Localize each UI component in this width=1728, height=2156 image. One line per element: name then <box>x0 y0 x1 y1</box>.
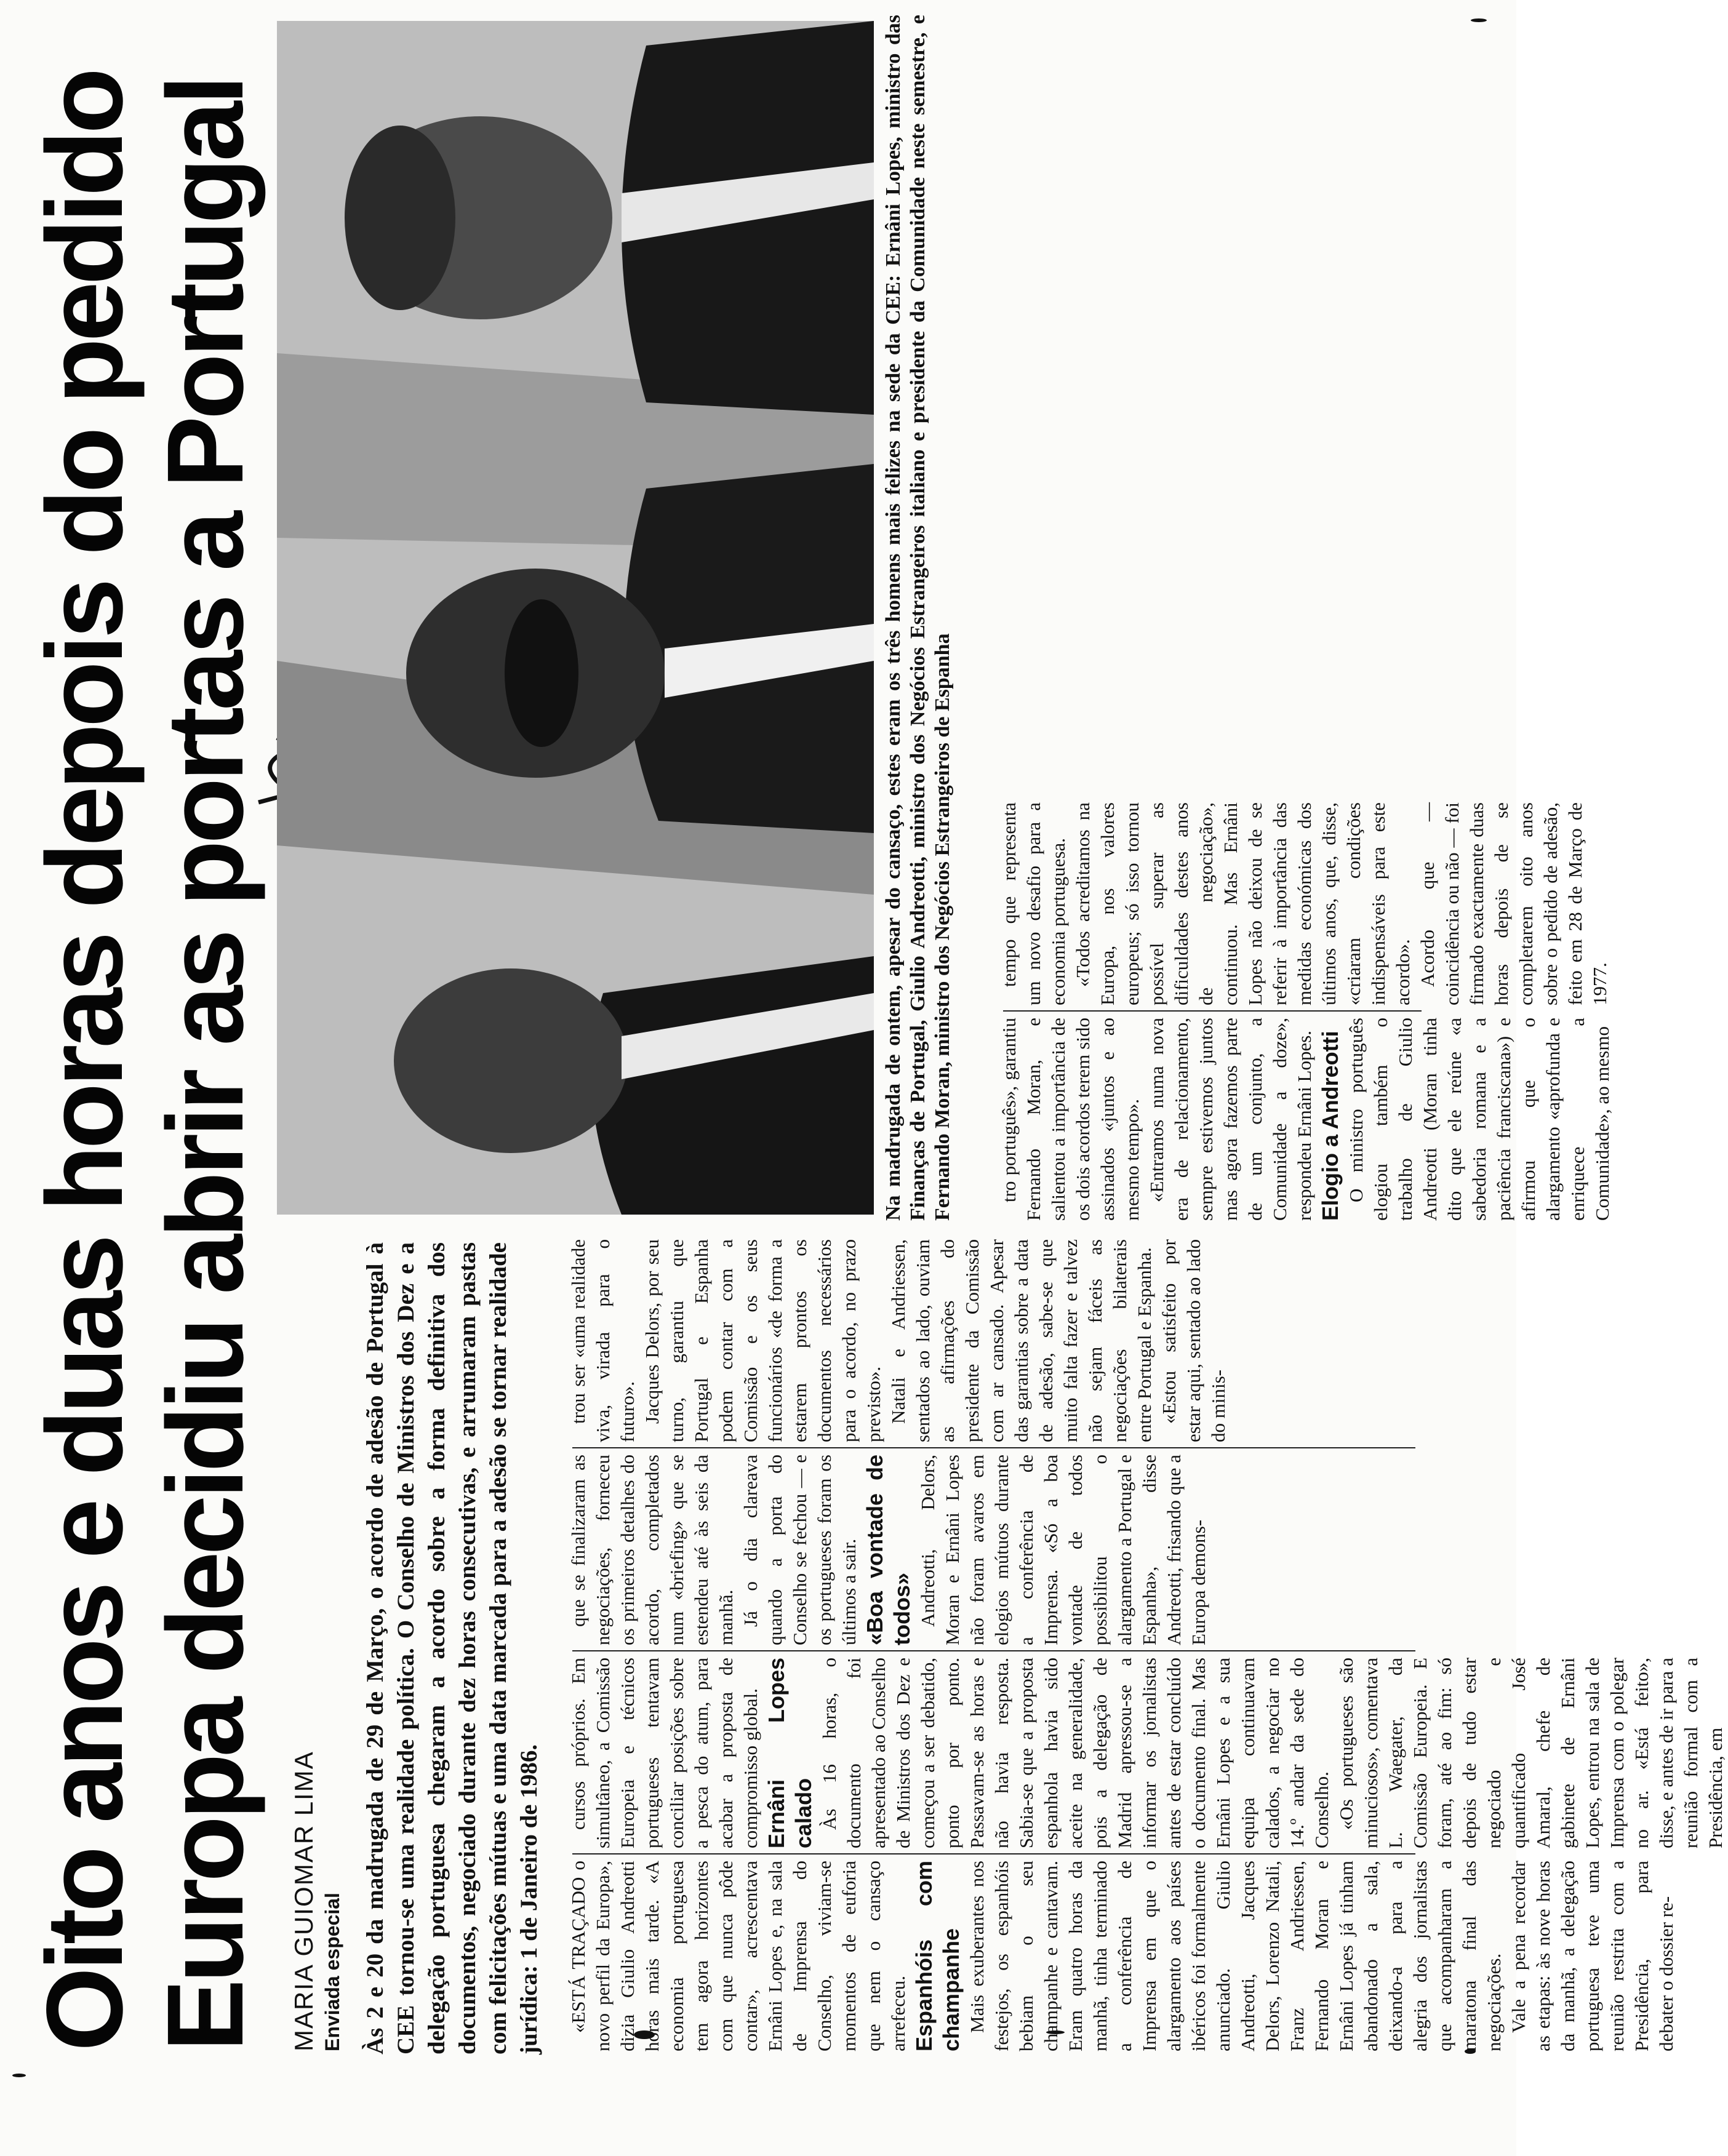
photo-illustration <box>277 21 874 1215</box>
subheading: Espanhóis com champanhe <box>911 1861 964 2051</box>
subheading: Elogio a Andreotti <box>1318 1031 1343 1221</box>
paragraph: que se finalizaram as negociações, forneceu os primeiros detalhes do acordo, completados num «briefing» que se estendeu até às seis da manhã. <box>567 1455 737 1645</box>
paragraph: Vale a pena recordar as etapas: às nove horas da manhã, a delegação portuguesa teve uma reunião restrita com a Presidência, para debater o dossier re- <box>1508 1861 1677 2051</box>
paragraph: Jacques Delors, por seu turno, garantiu que Portugal e Espanha podem contar com a Comissão e os seus funcionários «de forma a estarem prontos os documentos necessários para o acordo, no prazo previsto». <box>641 1239 884 1442</box>
article-column-1 <box>566 1861 1677 2051</box>
paragraph: «ESTÁ TRAÇADO o novo perfil da Europa», dizia Giulio Andreotti horas mais tarde. «A economia portuguesa tem agora horizontes com que nunca pôde contar», acrescentava Ernâni Lopes e, na sala de Imprensa do Conselho, viviam-se momentos de euforia que nem o cansaço arrefeceu. <box>567 1861 909 2051</box>
subheading: «Boa vontade de todos» <box>862 1455 914 1645</box>
paragraph: «Os portugueses são minuciosos», comentava L. Waegater, da Comissão Europeia. E foram, até ao fim: só depois de tudo estar negociado e quantificado José Amaral, chefe de gabinete de Ernâni Lopes, entrou na sala de Imprensa com o polegar no ar. «Está feito», disse, e antes de ir para a reunião formal com a Presidência, em <box>1335 1658 1726 1848</box>
subheading: Ernâni Lopes calado <box>764 1658 816 1848</box>
paragraph: tro português», garantiu Fernando Moran, e salientou a importância de os dois acordos terem sido assinados «juntos e ao mesmo tempo». <box>998 1018 1143 1221</box>
paragraph: Mais exuberantes nos festejos, os espanhóis bebiam o seu champanhe e cantavam. Eram quatro horas da manhã, tinha terminado a conferência de Imprensa em que o alargamento aos países ibéricos foi formalmente anunciado. Giulio Andreotti, Jacques Delors, Lorenzo Natali, Franz Andriessen, Fernando Moran e Ernâni Lopes já tinham abandonado a sala, deixando-a para a alegria dos jornalistas que acompanharam a maratona final das negociações. <box>966 1861 1505 2051</box>
paragraph: Acordo que — coincidência ou não — foi firmado exactamente duas horas depois de se completarem oito anos sobre o pedido de adesão, feito em 28 de Março de 1977. <box>1417 802 1610 1005</box>
headline <box>25 21 266 2051</box>
article-column-3 <box>566 1455 1422 1645</box>
paragraph: «Estou satisfeito por estar aqui, sentado ao lado do minis- <box>1158 1239 1229 1442</box>
column-rule <box>572 1447 1415 1448</box>
author-name: MARIA GUIOMAR LIMA <box>289 1751 318 2051</box>
paragraph: tempo que representa um novo desafio para a economia portuguesa. <box>998 802 1069 1005</box>
author-role: Enviada especial <box>321 1893 343 2051</box>
article-column-6 <box>997 802 1610 1005</box>
column-rule <box>572 1650 1415 1651</box>
photo-caption: Na madrugada de ontem, apesar do cansaço, estes eram os três homens mais felizes na sede da CEE: Ernâni Lopes, ministro das Finanças de Portugal, Giulio Andreotti, ministro dos Negócios Estrangeiros italiano e presidente da Comunidade neste semestre, e Fernando Moran, ministro dos Negócios Estrangeiros de Espanha <box>882 15 954 1221</box>
paragraph: O ministro português elogiou também o trabalho de Giulio Andreotti (Moran tinha dito que ele reúne «a sabedoria romana e a paciência franciscana») e afirmou que o alargamento «aprofunda e enriquece a Comunidade», ao mesmo <box>1345 1018 1613 1221</box>
paragraph: Andreotti, Delors, Moran e Ernâni Lopes não foram avaros em elogios mútuos durante a conferência de Imprensa. «Só a boa vontade de todos possibilitou o alargamento a Portugal e Espanha», disse Andreotti, frisando que a Europa demons- <box>917 1455 1209 1645</box>
paragraph: Natali e Andriessen, sentados ao lado, ouviam as afirmações do presidente da Comissão com ar cansado. Apesar das garantias sobre a data de adesão, sabe-se que muito falta fazer e talvez não sejam fáceis as negociações bilaterais entre Portugal e Espanha. <box>887 1239 1155 1442</box>
lead-paragraph: Às 2 e 20 da madrugada de 29 de Março, o acordo de adesão de Portugal à CEE tornou-se uma realidade política. O Conselho de Ministros dos Dez e a delegação portuguesa chegaram a acordo sobre a forma definitiva dos documentos, negociado durante dez horas consecutivas, e arrumaram pastas com felicitações mútuas e uma data marcada para a adesão se tornar realidade jurídica: 1 de Janeiro de 1986. <box>362 1242 542 2054</box>
paragraph: Já o dia clareava quando a porta do Conselho se fechou — e os portugueses foram os últimos a sair. <box>740 1455 860 1645</box>
article-column-2 <box>566 1658 1726 1848</box>
headline-line-1: Oito anos e duas horas depois do pedido <box>25 71 145 2051</box>
article-column-5 <box>997 1018 1613 1221</box>
paragraph: Às 16 horas, o documento foi apresentado ao Conselho de Ministros dos Dez e começou a ser debatido, ponto por ponto. Passavam-se as horas e não havia resposta. Sabia-se que a proposta espanhola havia sido aceite na generalidade, pois a delegação de Madrid apressou-se a informar os jornalistas antes de estar concluído o documento final. Mas Ernâni Lopes e a sua equipa continuavam calados, a negociar no 14.º andar da sede do Conselho. <box>818 1658 1332 1848</box>
paragraph: cursos próprios. Em simultâneo, a Comissão Europeia e técnicos portugueses tentavam conciliar posições sobre a pesca do atum, para acabar a proposta de compromisso global. <box>567 1658 761 1848</box>
photo-three-ministers <box>277 21 874 1215</box>
paragraph: «Entramos numa nova era de relacionamento, sempre estivemos juntos mas agora fazemos parte de um conjunto, a Comunidade a doze», respondeu Ernâni Lopes. <box>1146 1018 1315 1221</box>
headline-line-2: Europa decidiu abrir as portas a Portugal <box>145 78 266 2051</box>
article-column-4 <box>566 1239 1422 1442</box>
paragraph: «Todos acreditamos na Europa, nos valores europeus; só isso tornou possível superar as dificuldades destes anos de negociação», continuou. Mas Ernâni Lopes não deixou de se referir à importância das medidas económicas dos últimos anos, que, disse, «criaram condições indispensáveis para este acordo». <box>1072 802 1414 1005</box>
column-rule <box>572 1853 1415 1855</box>
paragraph: trou ser «uma realidade viva, virada para o futuro». <box>567 1239 638 1442</box>
column-rule <box>1003 1010 1422 1012</box>
